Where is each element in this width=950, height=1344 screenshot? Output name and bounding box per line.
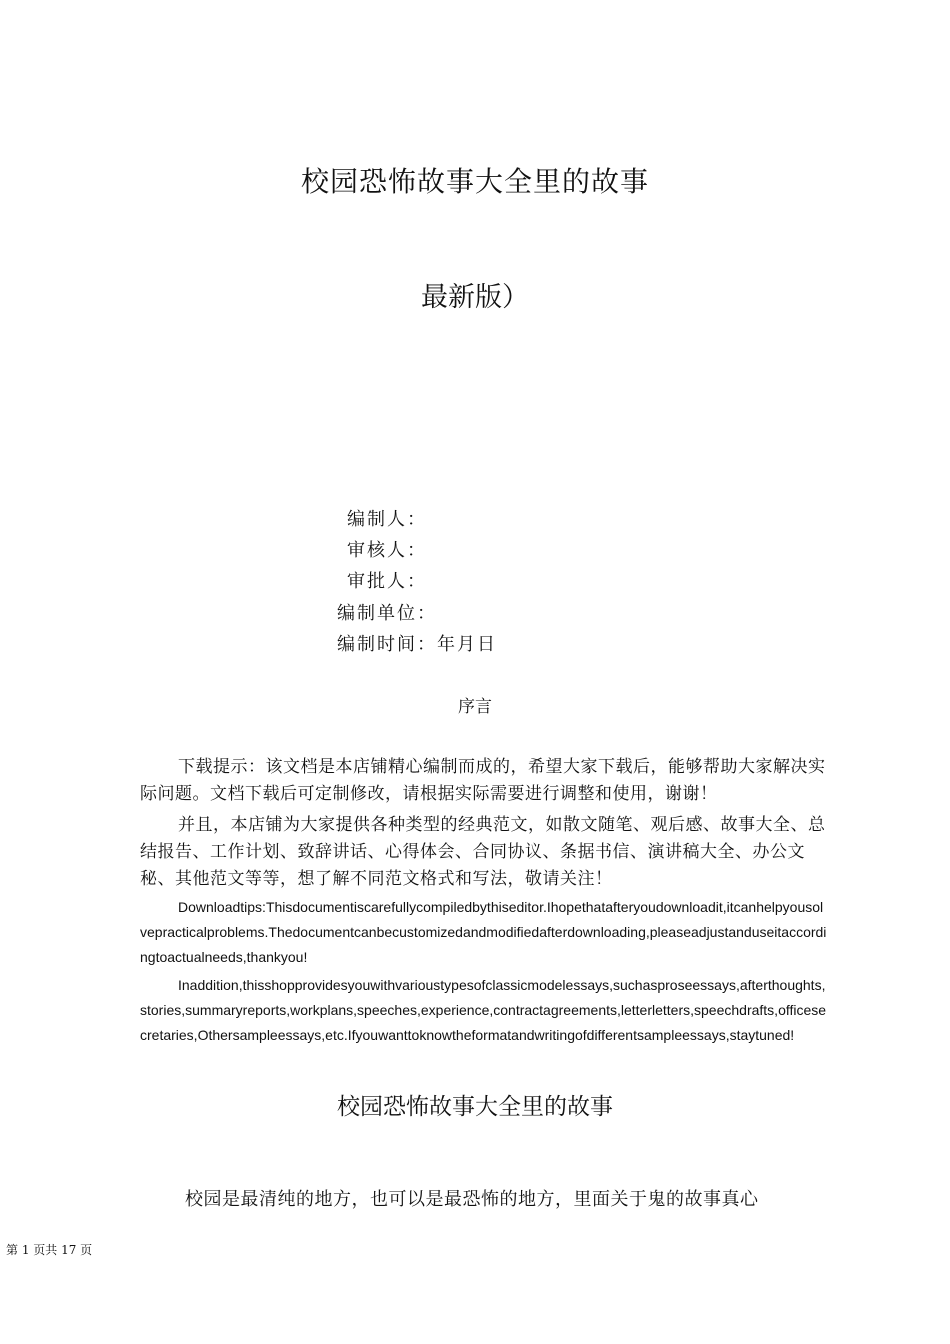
page-number-footer: 第 1 页共 17 页 — [6, 1243, 93, 1257]
meta-reviewer: 审核人： — [347, 540, 427, 561]
preface-heading: 序言 — [458, 697, 492, 717]
body-paragraph: 校园是最清纯的地方，也可以是最恐怖的地方，里面关于鬼的故事真心 — [185, 1189, 759, 1210]
meta-approver: 审批人： — [347, 571, 427, 592]
preface-paragraph-en: Downloadtips:Thisdocumentiscarefullycompiledbythiseditor.Ihopethatafteryoudownloadit,itcanhelpyousolvepracticalproblems.Thedocumentcanbecustomizedandmodifiedafterdownloading,pleaseadjustanduseitaccordingtoactualneeds,thankyou! — [140, 899, 827, 965]
document-title: 校园恐怖故事大全里的故事 — [300, 165, 649, 198]
meta-time: 编制时间：年月日 — [337, 634, 497, 655]
section-title: 校园恐怖故事大全里的故事 — [337, 1094, 613, 1120]
preface-paragraph-en: Inaddition,thisshopprovidesyouwithvarioustypesofclassicmodelessays,suchasproseessays,afterthoughts,stories,summaryreports,workplans,speeches,experience,contractagreements,letterletters,speechdrafts,officesecretaries,Othersampleessays,etc.Ifyouwanttoknowtheformatandwritingofdifferentsampleessays,staytuned! — [140, 977, 827, 1043]
meta-unit: 编制单位： — [337, 603, 437, 624]
preface-paragraph-cn: 并且，本店铺为大家提供各种类型的经典范文，如散文随笔、观后感、故事大全、总结报告、工作计划、致辞讲话、心得体会、合同协议、条据书信、演讲稿大全、办公文秘、其他范文等等，想了解不同范文格式和写法，敬请关注！ — [140, 815, 826, 889]
document-subtitle: 最新版） — [421, 282, 529, 313]
meta-compiler: 编制人： — [347, 509, 427, 530]
preface-paragraph-cn: 下载提示：该文档是本店铺精心编制而成的，希望大家下载后，能够帮助大家解决实际问题。文档下载后可定制修改，请根据实际需要进行调整和使用，谢谢！ — [140, 757, 826, 804]
